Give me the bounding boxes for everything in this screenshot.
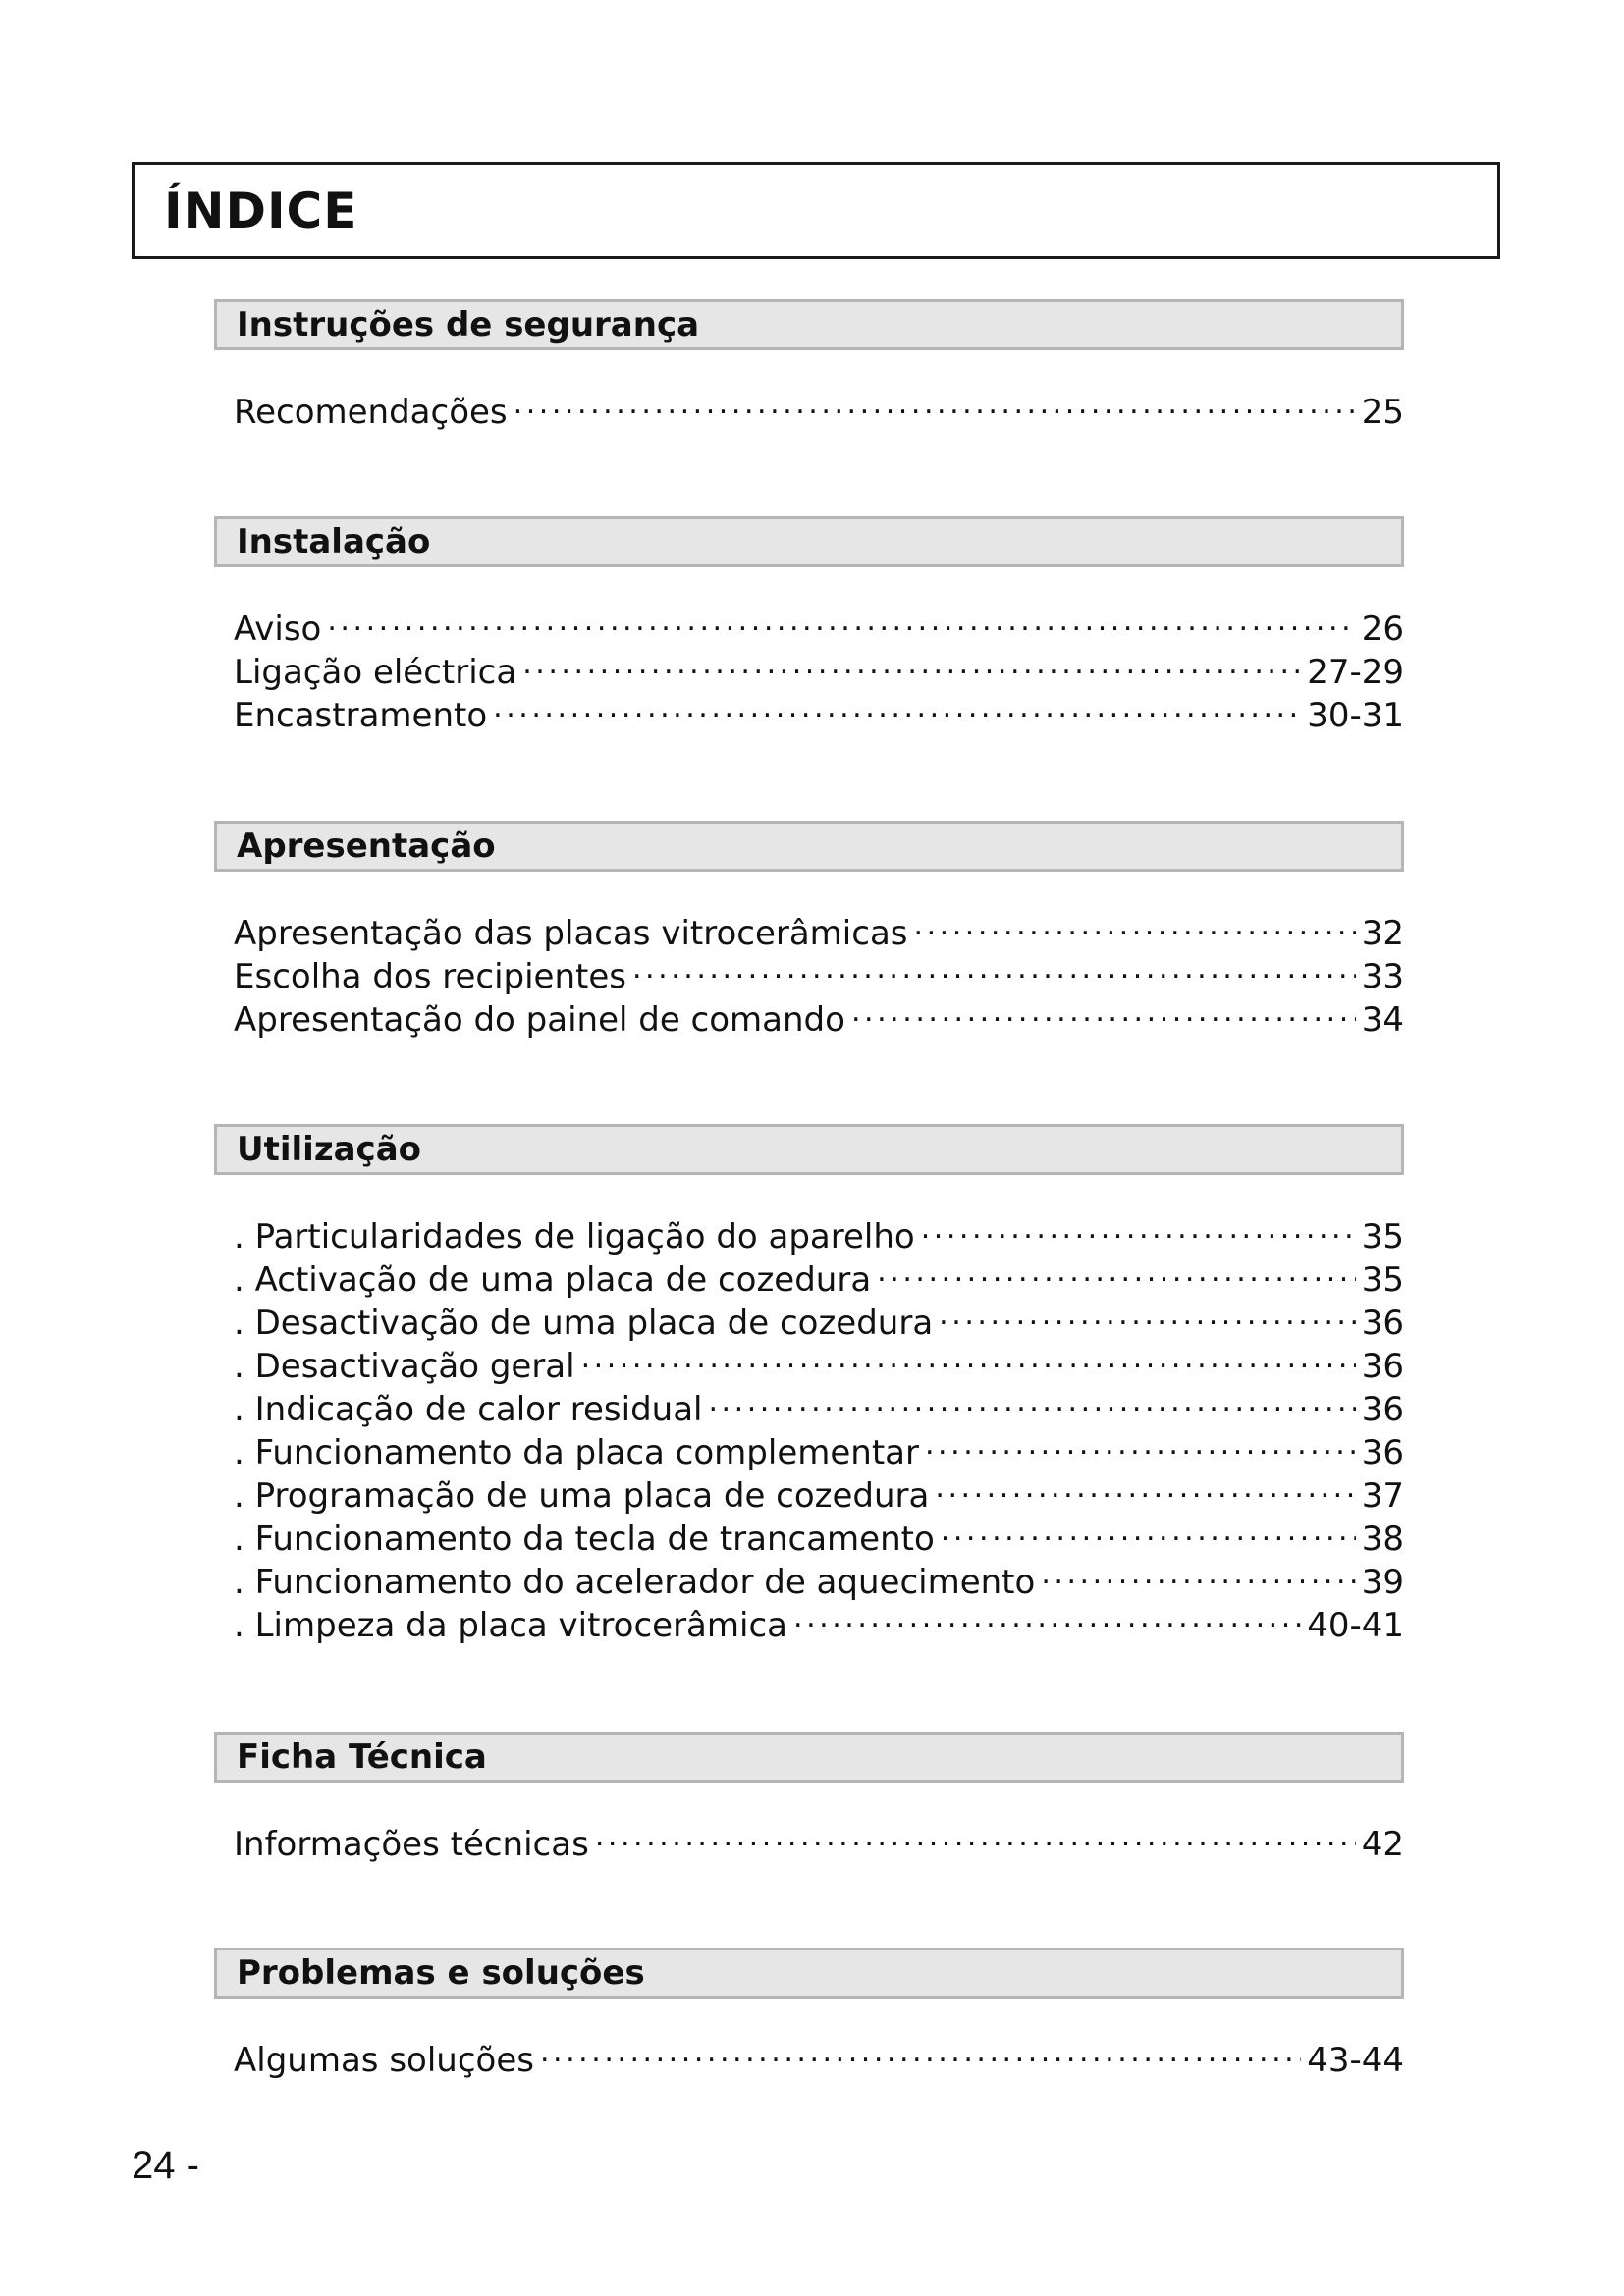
entry-page: 38 [1361,1520,1404,1559]
entry-label: Aviso [234,610,322,649]
toc-entry[interactable] [214,390,1404,433]
toc-entry[interactable] [214,2038,1404,2081]
entry-page: 39 [1361,1563,1404,1602]
entry-page: 25 [1361,393,1404,432]
section-instalacao [214,516,1404,736]
toc-entry[interactable] [214,650,1404,693]
section-heading: Utilização [214,1124,1404,1175]
entry-label: . Particularidades de ligação do aparelho [234,1217,915,1256]
entry-page: 40-41 [1307,1606,1404,1645]
entry-page: 30-31 [1307,696,1404,735]
section-problemas [214,1948,1404,2081]
toc-entry[interactable] [214,1473,1404,1517]
section-instrucoes [214,299,1404,433]
dot-leader [914,911,1356,944]
dot-leader [581,1344,1356,1377]
toc-entry[interactable] [214,693,1404,736]
entry-label: Algumas soluções [234,2041,534,2080]
entry-label: . Programação de uma placa de cozedura [234,1476,930,1516]
entry-label: Apresentação das placas vitrocerâmicas [234,914,908,953]
entry-label: Informações técnicas [234,1825,589,1864]
entry-page: 43-44 [1307,2041,1404,2080]
dot-leader [493,693,1301,726]
section-heading: Apresentação [214,821,1404,872]
entry-label: . Desactivação de uma placa de cozedura [234,1304,934,1343]
entry-label: . Funcionamento da placa complementar [234,1433,919,1472]
toc-entry[interactable] [214,1344,1404,1387]
dot-leader [540,2038,1301,2071]
entry-page: 34 [1361,1000,1404,1040]
dot-leader [522,650,1301,683]
dot-leader [595,1822,1356,1855]
toc-entry[interactable] [214,607,1404,650]
page-number: 24 - [132,2144,199,2187]
entry-page: 37 [1361,1476,1404,1516]
dot-leader [935,1473,1355,1507]
toc-entry[interactable] [214,954,1404,997]
title-box [132,162,1500,259]
toc-entry[interactable] [214,1822,1404,1865]
dot-leader [921,1214,1356,1248]
toc-entry[interactable] [214,1430,1404,1473]
toc-entry[interactable] [214,1517,1404,1560]
entry-label: . Funcionamento da tecla de trancamento [234,1520,935,1559]
entry-label: . Desactivação geral [234,1347,575,1386]
toc-entry[interactable] [214,1301,1404,1344]
entry-label: Apresentação do painel de comando [234,1000,845,1040]
dot-leader [925,1430,1356,1464]
toc-entry[interactable] [214,1560,1404,1603]
entry-label: Encastramento [234,696,488,735]
dot-leader [851,997,1356,1031]
section-heading: Instruções de segurança [214,299,1404,350]
page-title: ÍNDICE [164,183,358,240]
dot-leader [632,954,1356,988]
dot-leader [877,1257,1356,1291]
toc-entry[interactable] [214,1214,1404,1257]
toc-entry[interactable] [214,1387,1404,1430]
entry-page: 32 [1361,914,1404,953]
entry-page: 36 [1361,1304,1404,1343]
entry-label: . Funcionamento do acelerador de aquecimento [234,1563,1036,1602]
section-ficha-tecnica [214,1732,1404,1865]
entry-label: Escolha dos recipientes [234,957,626,996]
dot-leader [939,1301,1356,1334]
entry-page: 42 [1361,1825,1404,1864]
toc-entry[interactable] [214,1603,1404,1646]
entry-label: . Limpeza da placa vitrocerâmica [234,1606,787,1645]
entry-page: 26 [1361,610,1404,649]
dot-leader [1041,1560,1355,1593]
dot-leader [708,1387,1355,1420]
section-heading: Ficha Técnica [214,1732,1404,1783]
entry-label: . Indicação de calor residual [234,1390,703,1429]
dot-leader [327,607,1355,640]
entry-page: 33 [1361,957,1404,996]
toc-entry[interactable] [214,1257,1404,1301]
entry-page: 36 [1361,1347,1404,1386]
toc-entry[interactable] [214,997,1404,1041]
entry-label: Ligação eléctrica [234,653,517,692]
dot-leader [793,1603,1301,1636]
entry-page: 27-29 [1307,653,1404,692]
dot-leader [514,390,1356,423]
section-heading: Instalação [214,516,1404,567]
entry-page: 35 [1361,1260,1404,1300]
entry-page: 35 [1361,1217,1404,1256]
entry-page: 36 [1361,1433,1404,1472]
entry-page: 36 [1361,1390,1404,1429]
section-heading: Problemas e soluções [214,1948,1404,1999]
dot-leader [941,1517,1356,1550]
section-apresentacao [214,821,1404,1041]
section-utilizacao [214,1124,1404,1646]
entry-label: Recomendações [234,393,508,432]
toc-entry[interactable] [214,911,1404,954]
entry-label: . Activação de uma placa de cozedura [234,1260,872,1300]
